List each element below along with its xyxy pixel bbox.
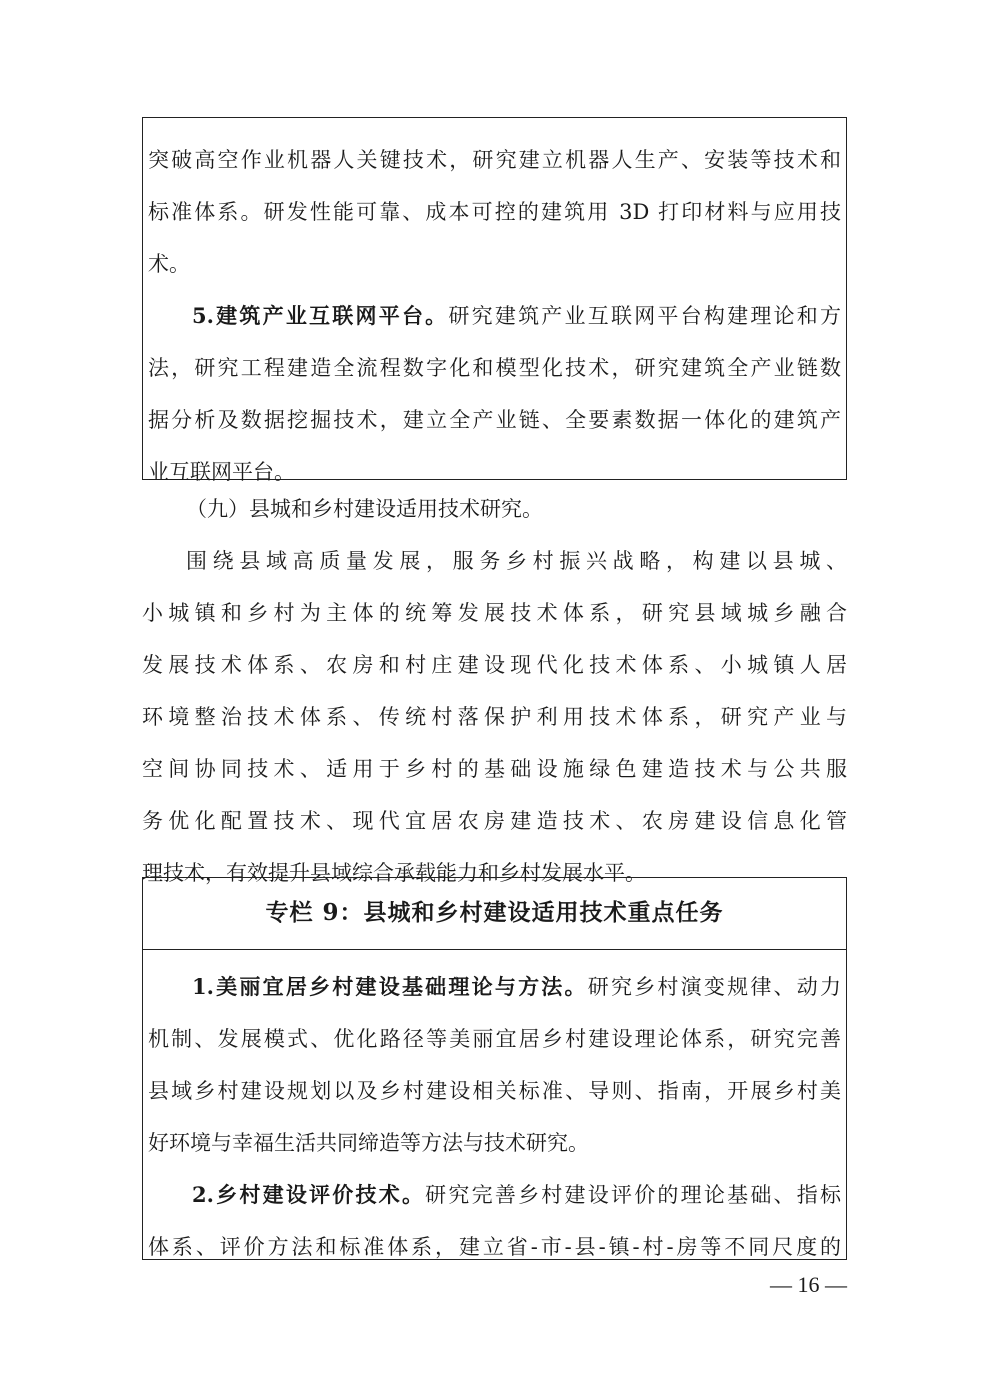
text-line: 县域乡村建设规划以及乡村建设相关标准、导则、指南，开展乡村美 [148,1079,841,1103]
text-line: 体系、评价方法和标准体系，建立省-市-县-镇-村-房等不同尺度的 [148,1235,841,1259]
text-line: 环境整治技术体系、传统村落保护利用技术体系，研究产业与 [142,705,847,729]
text-line: 理技术，有效提升县域综合承载能力和乡村发展水平。 [142,861,646,885]
item-2-title: 2.乡村建设评价技术。 [192,1182,426,1207]
page-number: — 16 — [770,1272,847,1297]
text-line: 业互联网平台。 [148,460,295,484]
text-line: 小城镇和乡村为主体的统筹发展技术体系，研究县域城乡融合 [142,601,847,625]
text-line: 务优化配置技术、现代宜居农房建造技术、农房建设信息化管 [142,809,847,833]
item-2-first-line [148,1169,841,1221]
item-1-text: 研究乡村演变规律、动力 [587,975,841,999]
text-line: 法，研究工程建造全流程数字化和模型化技术，研究建筑全产业链数 [148,356,841,380]
column-box-continued [142,117,847,484]
column-box-9 [142,877,847,1260]
text-line: 机制、发展模式、优化路径等美丽宜居乡村建设理论体系，研究完善 [148,1027,841,1051]
text-line: 标准体系。研发性能可靠、成本可控的建筑用 3D 打印材料与应用技 [148,200,841,224]
text-line: 好环境与幸福生活共同缔造等方法与技术研究。 [148,1131,589,1155]
text-line: 围绕县域高质量发展，服务乡村振兴战略，构建以县城、 [186,549,847,573]
column-box-body [143,118,846,498]
text-line: 发展技术体系、农房和村庄建设现代化技术体系、小城镇人居 [142,653,847,677]
section-heading-block [142,483,847,535]
text-line: 空间协同技术、适用于乡村的基础设施绿色建造技术与公共服 [142,757,847,781]
section-heading: （九）县城和乡村建设适用技术研究。 [186,497,543,521]
item-5-title: 5.建筑产业互联网平台。 [192,303,449,328]
column-box-title: 专栏 9：县城和乡村建设适用技术重点任务 [143,878,846,950]
column-box-body [143,950,846,1273]
item-1-title: 1.美丽宜居乡村建设基础理论与方法。 [192,974,588,999]
item-2-text: 研究完善乡村建设评价的理论基础、指标 [425,1183,841,1207]
item-5-first-line [148,290,841,342]
text-line: 据分析及数据挖掘技术，建立全产业链、全要素数据一体化的建筑产 [148,408,841,432]
text-line: 术。 [148,252,190,276]
item-1-first-line [148,961,841,1013]
section-paragraph [142,535,847,899]
text-line: 突破高空作业机器人关键技术，研究建立机器人生产、安装等技术和 [148,148,841,172]
item-5-text: 研究建筑产业互联网平台构建理论和方 [448,304,841,328]
